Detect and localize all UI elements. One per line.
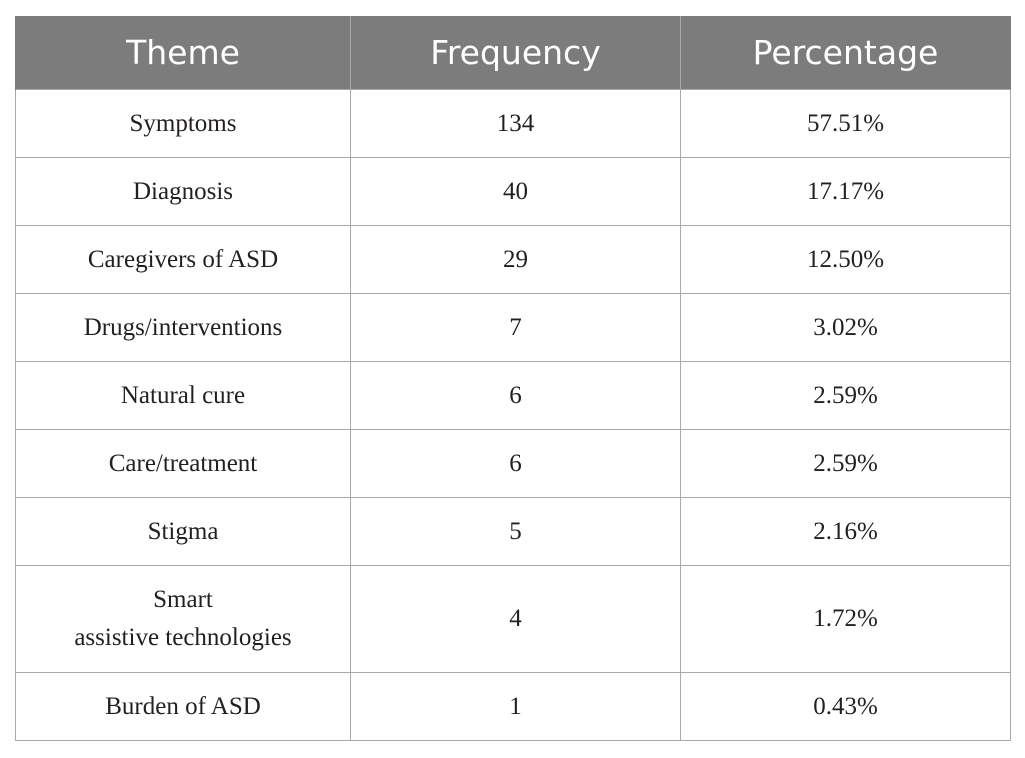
table-row (16, 90, 1011, 158)
cell-percentage: 1.72% (681, 566, 1011, 673)
table-row (16, 226, 1011, 294)
table-row (16, 430, 1011, 498)
table-row (16, 294, 1011, 362)
header-frequency: Frequency (351, 16, 681, 90)
table-row (16, 498, 1011, 566)
cell-frequency: 134 (351, 90, 681, 158)
cell-theme (16, 566, 351, 673)
cell-theme: Drugs/interventions (16, 294, 351, 362)
table-row (16, 566, 1011, 673)
cell-frequency: 1 (351, 673, 681, 741)
cell-percentage: 12.50% (681, 226, 1011, 294)
table-row (16, 673, 1011, 741)
cell-theme: Natural cure (16, 362, 351, 430)
cell-theme: Diagnosis (16, 158, 351, 226)
cell-theme-line1: Smart (153, 586, 213, 613)
cell-frequency: 7 (351, 294, 681, 362)
table-body (16, 90, 1011, 741)
header-row (16, 16, 1011, 90)
cell-frequency: 29 (351, 226, 681, 294)
cell-frequency: 6 (351, 362, 681, 430)
cell-theme: Caregivers of ASD (16, 226, 351, 294)
theme-frequency-table-container (15, 16, 1010, 741)
cell-percentage: 3.02% (681, 294, 1011, 362)
cell-frequency: 5 (351, 498, 681, 566)
cell-frequency: 6 (351, 430, 681, 498)
cell-frequency: 4 (351, 566, 681, 673)
cell-theme: Burden of ASD (16, 673, 351, 741)
cell-percentage: 2.59% (681, 430, 1011, 498)
cell-percentage: 17.17% (681, 158, 1011, 226)
cell-percentage: 0.43% (681, 673, 1011, 741)
header-theme: Theme (16, 16, 351, 90)
table-row (16, 158, 1011, 226)
cell-theme-line2: assistive technologies (74, 624, 292, 651)
header-percentage: Percentage (681, 16, 1011, 90)
table-row (16, 362, 1011, 430)
cell-theme: Stigma (16, 498, 351, 566)
cell-percentage: 2.59% (681, 362, 1011, 430)
cell-percentage: 57.51% (681, 90, 1011, 158)
table-header (16, 16, 1011, 90)
cell-theme: Care/treatment (16, 430, 351, 498)
theme-frequency-table (15, 16, 1011, 741)
cell-theme: Symptoms (16, 90, 351, 158)
cell-percentage: 2.16% (681, 498, 1011, 566)
cell-frequency: 40 (351, 158, 681, 226)
